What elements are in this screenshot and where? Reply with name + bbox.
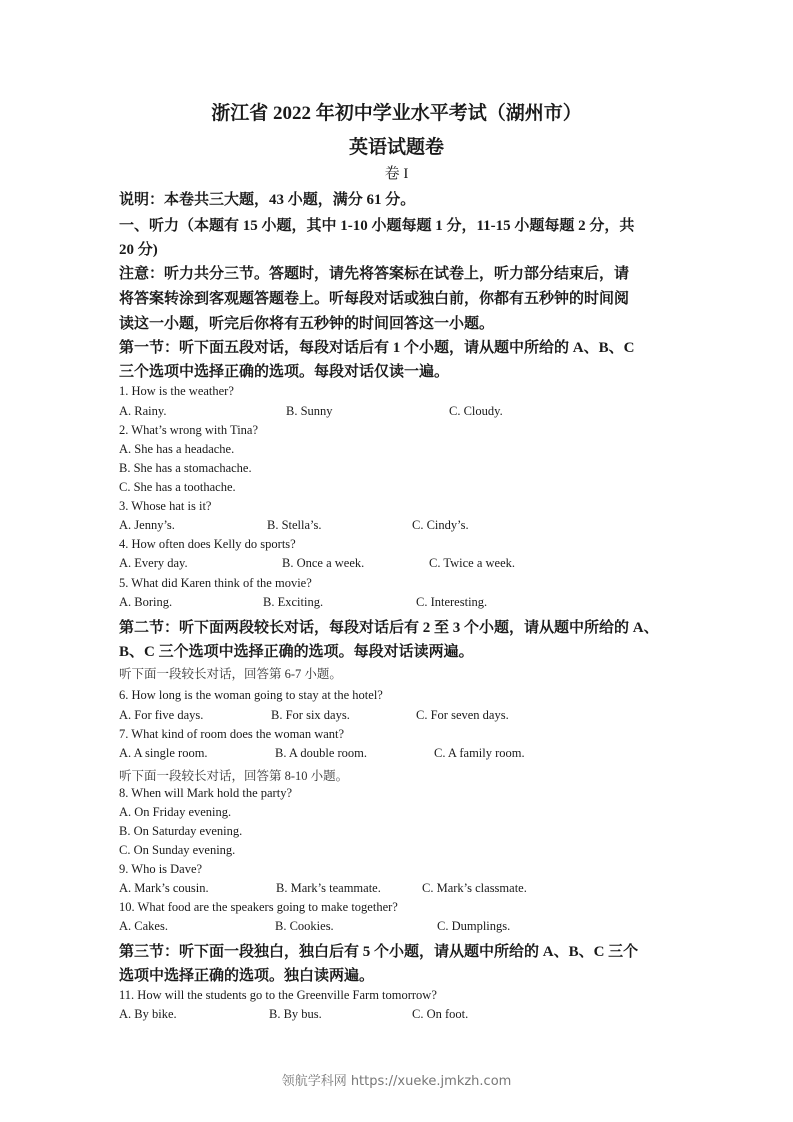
q10-option-b: B. Cookies. — [275, 919, 334, 933]
question-4: 4. How often does Kelly do sports? — [119, 537, 296, 551]
q9-option-a: A. Mark’s cousin. — [119, 881, 209, 895]
question-7: 7. What kind of room does the woman want? — [119, 727, 345, 741]
q8-option-b: B. On Saturday evening. — [119, 824, 243, 838]
question-3: 3. Whose hat is it? — [119, 499, 212, 513]
q1-option-b: B. Sunny — [286, 404, 333, 418]
q2-option-a: A. She has a headache. — [119, 442, 235, 456]
question-6: 6. How long is the woman going to stay at the hotel? — [119, 688, 383, 702]
exam-note: 说明：本卷共三大题，43 小题，满分 61 分。 — [119, 192, 416, 208]
section2-hint-2: 听下面一段较长对话，回答第 8-10 小题。 — [119, 769, 349, 783]
q1-option-c: C. Cloudy. — [449, 404, 503, 418]
q2-option-b: B. She has a stomachache. — [119, 461, 252, 475]
q6-option-a: A. For five days. — [119, 708, 204, 722]
section2-hint-1: 听下面一段较长对话，回答第 6-7 小题。 — [119, 667, 342, 681]
q9-option-b: B. Mark’s teammate. — [276, 881, 381, 895]
q6-option-b: B. For six days. — [271, 708, 350, 722]
q3-option-c: C. Cindy’s. — [412, 518, 469, 532]
q8-option-a: A. On Friday evening. — [119, 805, 232, 819]
q7-option-a: A. A single room. — [119, 746, 208, 760]
part1-heading-line2: 20 分) — [119, 242, 158, 258]
q2-option-c: C. She has a toothache. — [119, 480, 236, 494]
q8-option-c: C. On Sunday evening. — [119, 843, 236, 857]
section1-heading-line2: 三个选项中选择正确的选项。每段对话仅读一遍。 — [119, 364, 450, 380]
question-8: 8. When will Mark hold the party? — [119, 786, 292, 800]
q4-option-a: A. Every day. — [119, 556, 188, 570]
notice-line3: 读这一小题，听完后你将有五秒钟的时间回答这一小题。 — [119, 316, 495, 332]
question-1: 1. How is the weather? — [119, 384, 234, 398]
q4-option-b: B. Once a week. — [282, 556, 365, 570]
q3-option-a: A. Jenny’s. — [119, 518, 175, 532]
q10-option-a: A. Cakes. — [119, 919, 168, 933]
question-11: 11. How will the students go to the Greenville Farm tomorrow? — [119, 988, 437, 1002]
q6-option-c: C. For seven days. — [416, 708, 509, 722]
section1-heading-line1: 第一节：听下面五段对话，每段对话后有 1 个小题，请从题中所给的 A、B、C — [119, 340, 635, 356]
q9-option-c: C. Mark’s classmate. — [422, 881, 527, 895]
part1-heading-line1: 一、听力（本题有 15 小题，其中 1-10 小题每题 1 分，11-15 小题每题 2 分，共 — [119, 218, 635, 234]
notice-line2: 将答案转涂到客观题答题卷上。听每段对话或独白前，你都有五秒钟的时间阅 — [119, 291, 630, 307]
q3-option-b: B. Stella’s. — [267, 518, 322, 532]
question-10: 10. What food are the speakers going to make together? — [119, 900, 398, 914]
exam-subtitle: 英语试题卷 — [348, 137, 444, 158]
question-2: 2. What’s wrong with Tina? — [119, 423, 259, 437]
q1-option-a: A. Rainy. — [119, 404, 167, 418]
exam-title: 浙江省 2022 年初中学业水平考试（湖州市） — [211, 103, 582, 124]
q7-option-b: B. A double room. — [275, 746, 368, 760]
q11-option-a: A. By bike. — [119, 1007, 177, 1021]
q10-option-c: C. Dumplings. — [437, 919, 511, 933]
question-9: 9. Who is Dave? — [119, 862, 203, 876]
section2-heading-line1: 第二节：听下面两段较长对话，每段对话后有 2 至 3 个小题，请从题中所给的 A、 — [119, 620, 659, 636]
section3-heading-line2: 选项中选择正确的选项。独白读两遍。 — [119, 968, 375, 984]
question-5: 5. What did Karen think of the movie? — [119, 576, 312, 590]
q7-option-c: C. A family room. — [434, 746, 525, 760]
watermark-footer: 领航学科网 https://xueke.jmkzh.com — [281, 1074, 512, 1089]
q11-option-c: C. On foot. — [412, 1007, 469, 1021]
volume-label: 卷 I — [384, 166, 409, 182]
q5-option-a: A. Boring. — [119, 595, 173, 609]
notice-line1: 注意：听力共分三节。答题时，请先将答案标在试卷上，听力部分结束后，请 — [119, 266, 630, 282]
q11-option-b: B. By bus. — [269, 1007, 322, 1021]
q5-option-c: C. Interesting. — [416, 595, 488, 609]
q5-option-b: B. Exciting. — [263, 595, 324, 609]
q4-option-c: C. Twice a week. — [429, 556, 516, 570]
section3-heading-line1: 第三节：听下面一段独白，独白后有 5 个小题，请从题中所给的 A、B、C 三个 — [119, 944, 639, 960]
section2-heading-line2: B、C 三个选项中选择正确的选项。每段对话读两遍。 — [119, 644, 474, 660]
